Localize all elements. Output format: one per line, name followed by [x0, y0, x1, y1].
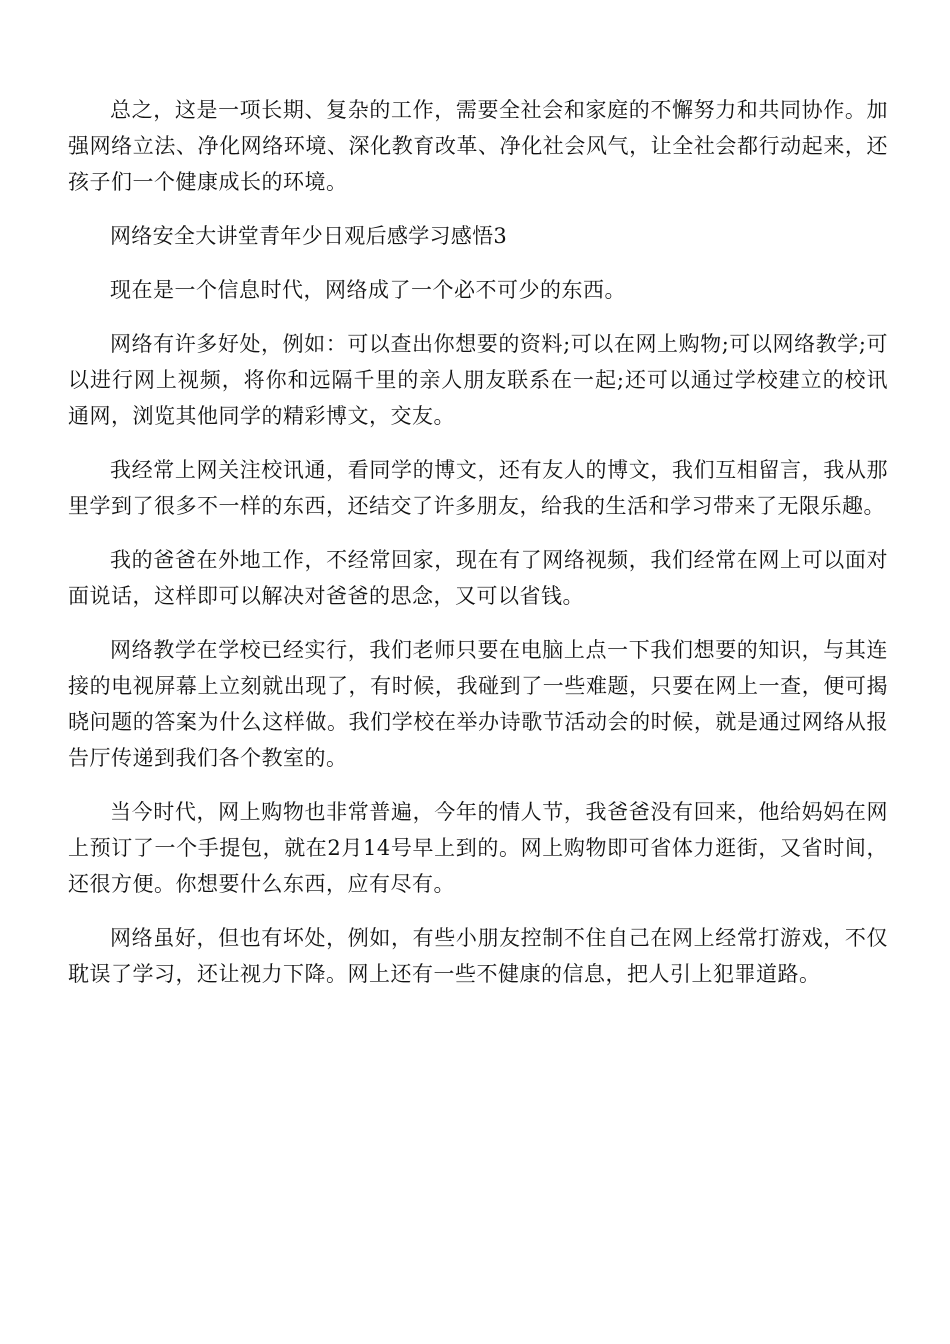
paragraph-intro: 现在是一个信息时代，网络成了一个必不可少的东西。: [110, 278, 626, 302]
paragraph-online-shopping: 当今时代，网上购物也非常普遍，今年的情人节，我爸爸没有回来，他给妈妈在网上预订了一个手提包，就在2月14号早上到的。网上购物即可省体力逛街，又省时间，还很方便。你想要什么东西，应有尽有。: [68, 800, 888, 896]
paragraph-conclusion: 总之，这是一项长期、复杂的工作，需要全社会和家庭的不懈努力和共同协作。加强网络立法、净化网络环境、深化教育改革、净化社会风气，让全社会都行动起来，还孩子们一个健康成长的环境。: [68, 98, 888, 194]
paragraph-online-teaching: 网络教学在学校已经实行，我们老师只要在电脑上点一下我们想要的知识，与其连接的电视屏幕上立刻就出现了，有时候，我碰到了一些难题，只要在网上一查，便可揭晓问题的答案为什么这样做。我们学校在举办诗歌节活动会的时候，就是通过网络从报告厅传递到我们各个教室的。: [68, 638, 888, 770]
paragraph-school-network: 我经常上网关注校讯通，看同学的博文，还有友人的博文，我们互相留言，我从那里学到了很多不一样的东西，还结交了许多朋友，给我的生活和学习带来了无限乐趣。: [68, 458, 888, 518]
paragraph-benefits: 网络有许多好处，例如：可以查出你想要的资料;可以在网上购物;可以网络教学;可以进行网上视频，将你和远隔千里的亲人朋友联系在一起;还可以通过学校建立的校讯通网，浏览其他同学的精彩博文，交友。: [68, 332, 888, 428]
document-body: [68, 92, 888, 1010]
paragraph-video-call: 我的爸爸在外地工作，不经常回家，现在有了网络视频，我们经常在网上可以面对面说话，这样即可以解决对爸爸的思念，又可以省钱。: [68, 548, 888, 608]
section-heading: 网络安全大讲堂青年少日观后感学习感悟3: [110, 224, 508, 248]
paragraph-drawbacks: 网络虽好，但也有坏处，例如，有些小朋友控制不住自己在网上经常打游戏，不仅耽误了学习，还让视力下降。网上还有一些不健康的信息，把人引上犯罪道路。: [68, 926, 888, 986]
